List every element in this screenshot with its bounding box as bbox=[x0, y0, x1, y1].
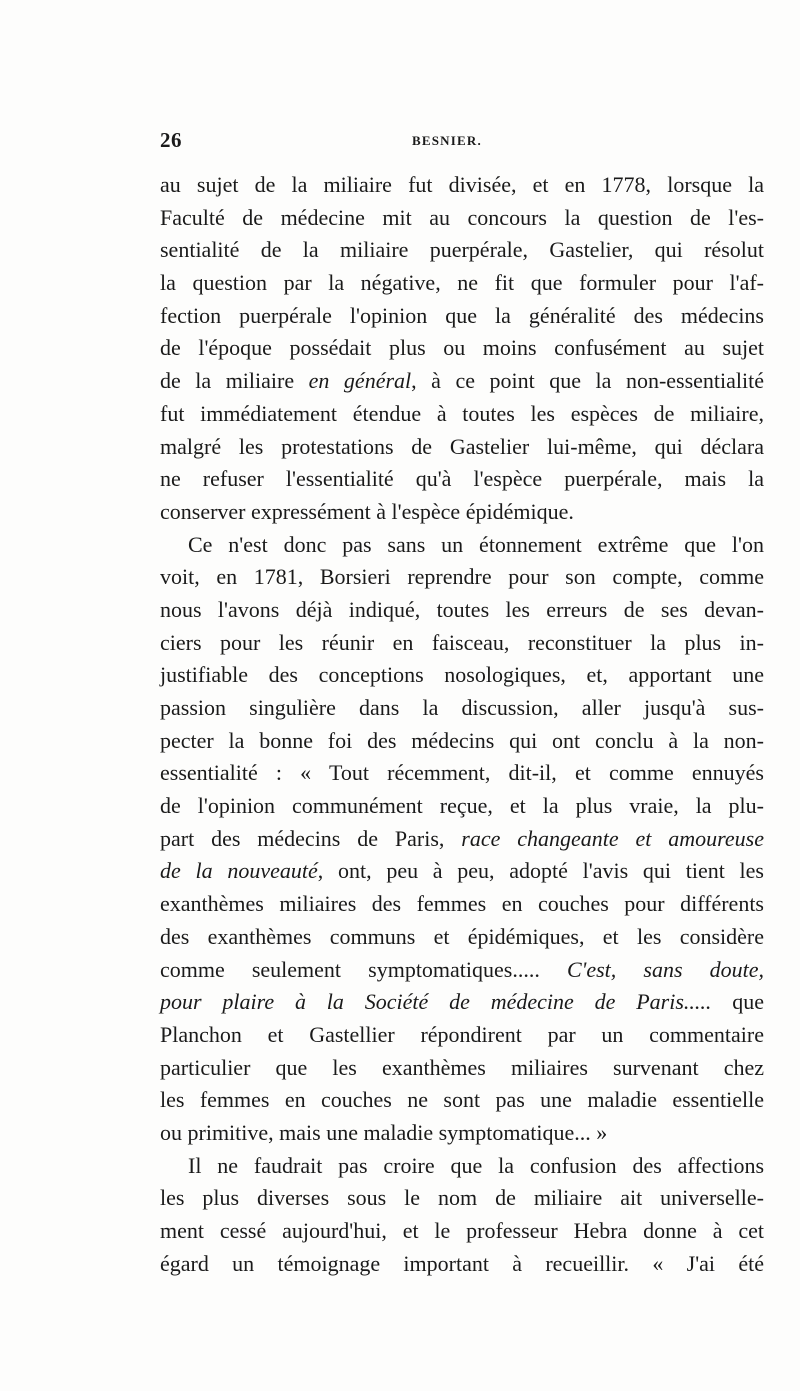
text-line bbox=[160, 365, 764, 398]
text-run: de l'époque possédait plus ou moins confusément au sujet bbox=[160, 335, 764, 361]
text-line bbox=[160, 823, 764, 856]
text-run: exanthèmes miliaires des femmes en couches pour différents bbox=[160, 891, 764, 917]
text-run: essentialité : « Tout récemment, dit-il, et comme ennuyés bbox=[160, 760, 764, 786]
page-header bbox=[160, 128, 760, 162]
text-line bbox=[160, 398, 764, 431]
text-run: ment cessé aujourd'hui, et le professeur Hebra donne à cet bbox=[160, 1218, 764, 1243]
text-line bbox=[160, 921, 764, 954]
page-number: 26 bbox=[160, 128, 182, 152]
text-run: de l'opinion communément reçue, et la plus vraie, la plu- bbox=[160, 793, 764, 819]
italic-text: race changeante et amoureuse bbox=[461, 825, 764, 851]
text-line bbox=[160, 790, 764, 823]
text-run: Il ne faudrait pas croire que la confusion des affections bbox=[188, 1152, 764, 1178]
text-line bbox=[160, 954, 764, 987]
text-line bbox=[160, 1052, 764, 1085]
text-line bbox=[160, 1215, 764, 1248]
text-run: Ce n'est donc pas sans un étonnement extrême que l'on bbox=[188, 531, 764, 557]
text-line bbox=[160, 234, 764, 267]
text-run: voit, en 1781, Borsieri reprendre pour son compte, comme bbox=[160, 564, 764, 590]
text-line bbox=[160, 692, 764, 725]
text-run: des exanthèmes communs et épidémiques, et les considère bbox=[160, 923, 764, 949]
text-line bbox=[160, 1019, 764, 1052]
text-line bbox=[160, 561, 764, 594]
text-run: ciers pour les réunir en faisceau, reconstituer la plus in- bbox=[160, 629, 764, 655]
text-line bbox=[160, 300, 764, 333]
text-run: , à ce point que la non-essentialité bbox=[411, 368, 765, 394]
text-run: fection puerpérale l'opinion que la généralité des médecins bbox=[160, 302, 764, 328]
text-run: justifiable des conceptions nosologiques, et, apportant une bbox=[160, 662, 764, 688]
text-run: part des médecins de Paris, bbox=[160, 825, 462, 851]
italic-text: pour plaire à la Société de médecine de Paris..... bbox=[160, 989, 712, 1015]
text-line bbox=[160, 627, 764, 660]
text-line bbox=[160, 888, 764, 921]
italic-text: C'est, sans doute, bbox=[566, 956, 764, 982]
text-line bbox=[160, 529, 764, 562]
text-run: ou primitive, mais une maladie symptomatique... » bbox=[160, 1119, 608, 1145]
text-line bbox=[160, 463, 764, 496]
text-run: sentialité de la miliaire puerpérale, Gastelier, qui résolut bbox=[160, 237, 764, 263]
text-run: au sujet de la miliaire fut divisée, et en 1778, lorsque la bbox=[160, 172, 764, 197]
text-line bbox=[160, 202, 764, 235]
text-run: , ont, peu à peu, adopté l'avis qui tient les bbox=[317, 858, 764, 884]
text-line bbox=[160, 757, 764, 790]
text-run: nous l'avons déjà indiqué, toutes les erreurs de ses devan- bbox=[160, 596, 764, 622]
text-run: comme seulement symptomatiques..... bbox=[160, 956, 567, 982]
text-run: Faculté de médecine mit au concours la question de l'es- bbox=[160, 204, 764, 230]
italic-text: en général bbox=[308, 368, 412, 394]
text-run: particulier que les exanthèmes miliaires survenant chez bbox=[160, 1054, 764, 1080]
text-line bbox=[160, 1150, 764, 1183]
text-run: que bbox=[711, 989, 764, 1015]
text-line bbox=[160, 169, 764, 202]
text-line bbox=[160, 986, 764, 1019]
text-run: la question par la négative, ne fit que formuler pour l'af- bbox=[160, 270, 764, 296]
text-run: les femmes en couches ne sont pas une maladie essentielle bbox=[160, 1087, 764, 1113]
text-run: fut immédiatement étendue à toutes les espèces de miliaire, bbox=[160, 400, 764, 426]
text-line bbox=[160, 725, 764, 758]
text-line bbox=[160, 332, 764, 365]
text-line bbox=[160, 1117, 764, 1150]
text-run: passion singulière dans la discussion, aller jusqu'à sus- bbox=[160, 695, 764, 720]
text-run: Planchon et Gastellier répondirent par un commentaire bbox=[160, 1021, 764, 1047]
text-run: pecter la bonne foi des médecins qui ont conclu à la non- bbox=[160, 727, 764, 753]
text-line bbox=[160, 496, 764, 529]
text-line bbox=[160, 659, 764, 692]
text-line bbox=[160, 855, 764, 888]
text-line bbox=[160, 594, 764, 627]
running-head: BESNIER. bbox=[412, 133, 482, 148]
body-text bbox=[160, 169, 764, 1280]
text-run: conserver expressément à l'espèce épidémique. bbox=[160, 498, 574, 524]
text-run: les plus diverses sous le nom de miliaire ait universelle- bbox=[160, 1185, 764, 1211]
text-run: malgré les protestations de Gastelier lui-même, qui déclara bbox=[160, 433, 764, 459]
text-line bbox=[160, 431, 764, 464]
text-run: ne refuser l'essentialité qu'à l'espèce puerpérale, mais la bbox=[160, 466, 764, 492]
text-line bbox=[160, 267, 764, 300]
text-line bbox=[160, 1248, 764, 1281]
text-run: de la miliaire bbox=[160, 368, 309, 394]
text-line bbox=[160, 1182, 764, 1215]
text-line bbox=[160, 1084, 764, 1117]
italic-text: de la nouveauté bbox=[160, 858, 318, 884]
text-run: égard un témoignage important à recueillir. « J'ai été bbox=[160, 1250, 764, 1276]
